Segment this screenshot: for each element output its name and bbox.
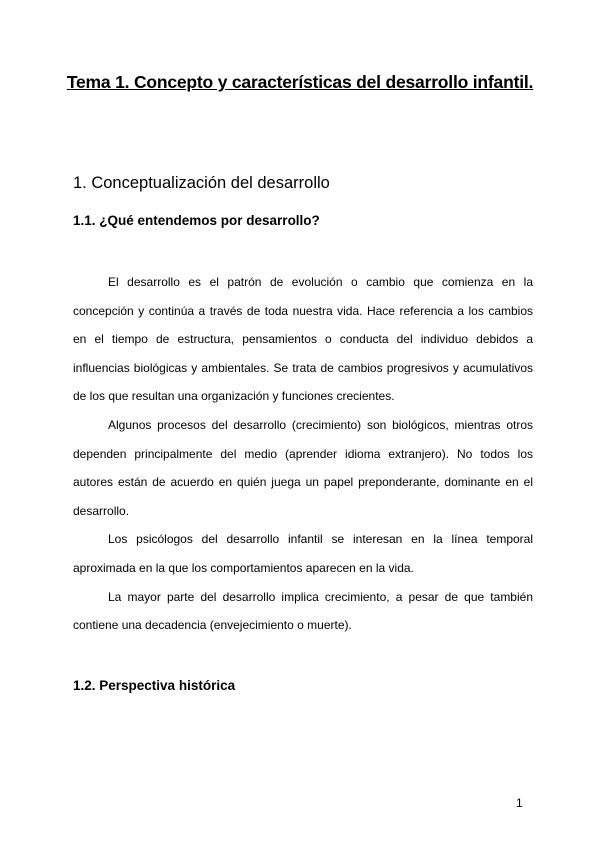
body-text — [73, 268, 533, 640]
paragraph: La mayor parte del desarrollo implica crecimiento, a pesar de que también contiene una decadencia (envejecimiento o muerte). — [73, 589, 533, 633]
document-title: Tema 1. Concepto y características del desarrollo infantil. — [66, 72, 534, 92]
paragraph: Los psicólogos del desarrollo infantil se interesan en la línea temporal aproximada en la que los comportamientos aparecen en la vida. — [73, 532, 533, 575]
paragraph: Algunos procesos del desarrollo (crecimiento) son biológicos, mientras otros dependen principalmente del medio (aprender idioma extranjero). No todos los autores están de acuerdo en quién juega un papel preponderante, dominante en el desarrollo. — [73, 417, 533, 518]
page-number: 1 — [516, 796, 523, 810]
section-heading: 1. Conceptualización del desarrollo — [73, 174, 330, 192]
paragraph: El desarrollo es el patrón de evolución o cambio que comienza en la concepción y continúa a través de toda nuestra vida. Hace referencia a los cambios en el tiempo de estructura, pensamientos o conducta del individuo debidos a influencias biológicas y ambientales. Se trata de cambios progresivos y acumulativos de los que resultan una organización y funciones crecientes. — [73, 275, 533, 404]
subsection-heading-1: 1.1. ¿Qué entendemos por desarrollo? — [73, 213, 320, 228]
subsection-heading-2: 1.2. Perspectiva histórica — [73, 678, 236, 693]
